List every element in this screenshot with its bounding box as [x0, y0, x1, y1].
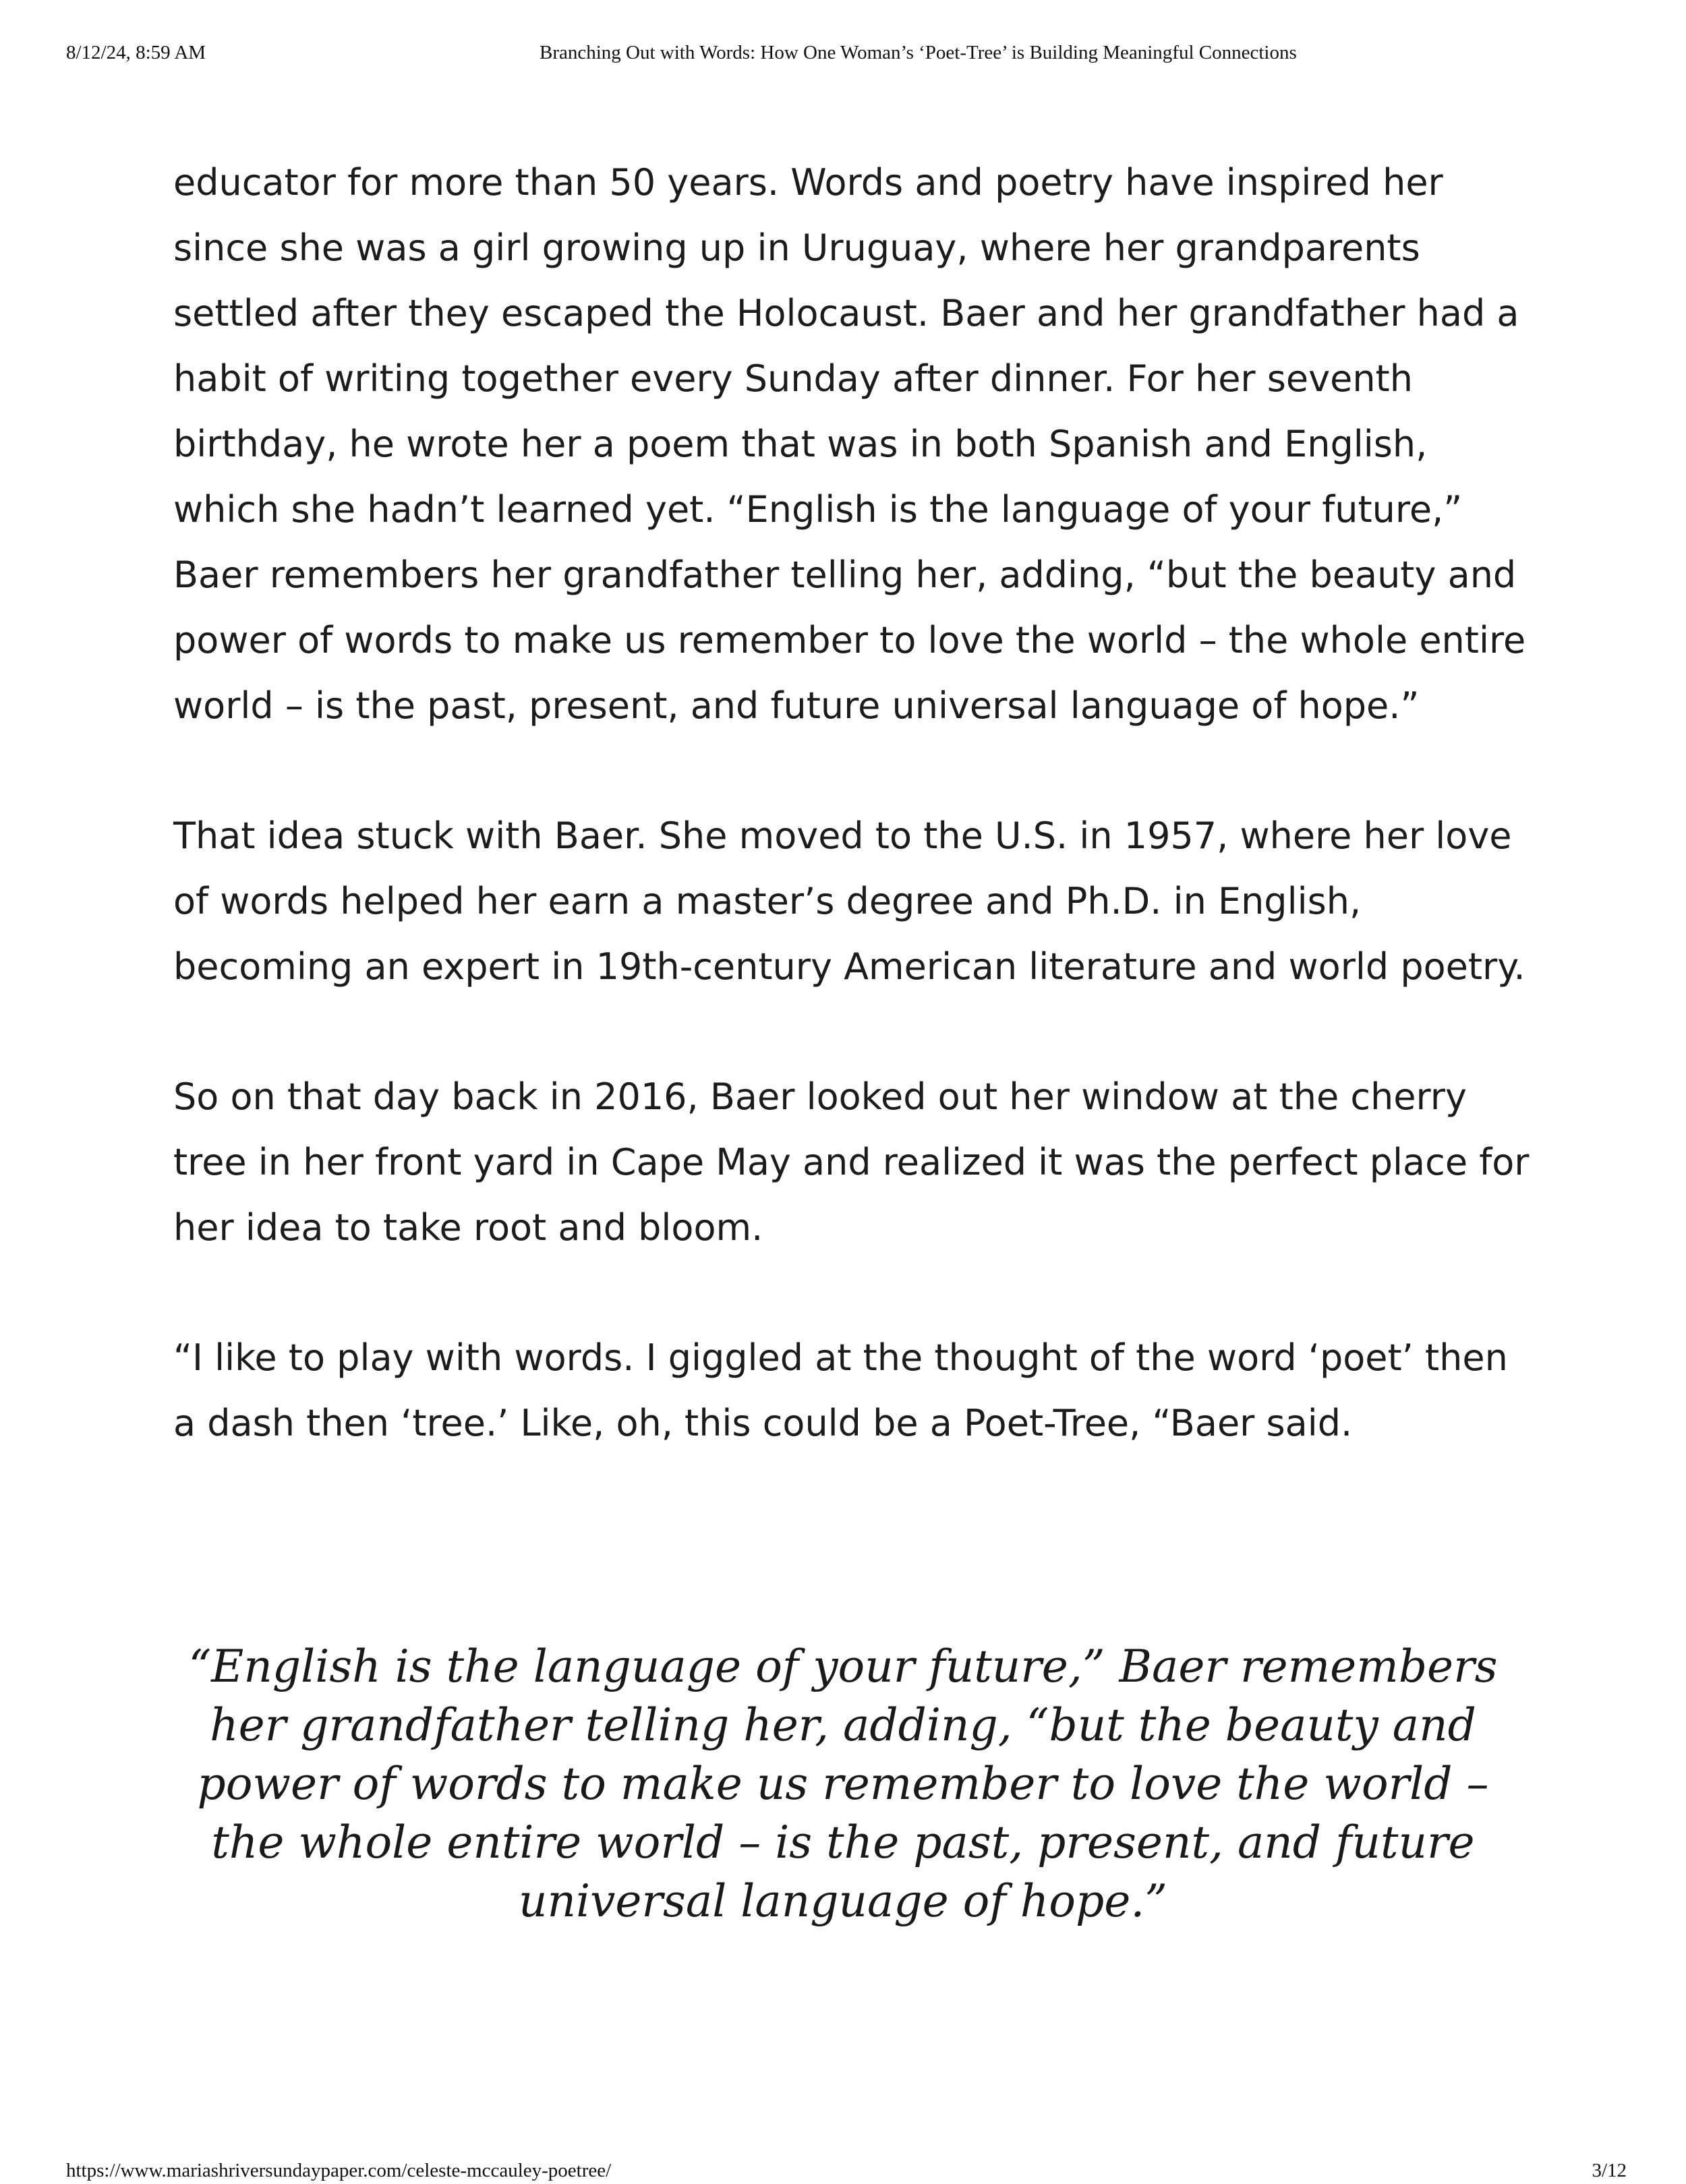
article-body	[173, 150, 1536, 1456]
document-title: Branching Out with Words: How One Woman’s ‘Poet-Tree’ is Building Meaningful Connections	[540, 42, 1297, 63]
print-footer	[0, 2160, 1686, 2184]
article-paragraph: That idea stuck with Baer. She moved to the U.S. in 1957, where her love of words helped her earn a master’s degree and Ph.D. in English, becoming an expert in 19th-century American literature and world poetry.	[173, 815, 1525, 988]
print-header	[0, 42, 1686, 69]
page-url: https://www.mariashriversundaypaper.com/celeste-mccauley-poetree/	[66, 2160, 612, 2181]
article-paragraph: “I like to play with words. I giggled at the thought of the word ‘poet’ then a dash then ‘tree.’ Like, oh, this could be a Poet-Tree, “Baer said.	[173, 1336, 1508, 1444]
print-date: 8/12/24, 8:59 AM	[66, 42, 206, 63]
pull-quote: “English is the language of your future,” Baer remembers her grandfather telling her, adding, “but the beauty and power of words to make us remember to love the world – the whole entire world – is the past, present, and future universal language of hope.”	[188, 1641, 1498, 1927]
article-paragraph: So on that day back in 2016, Baer looked out her window at the cherry tree in her front yard in Cape May and realized it was the perfect place for her idea to take root and bloom.	[173, 1075, 1530, 1249]
page-number: 3/12	[1592, 2160, 1627, 2181]
article-paragraph: educator for more than 50 years. Words and poetry have inspired her since she was a girl growing up in Uruguay, where her grandparents settled after they escaped the Holocaust. Baer and her grandfather had a habit of writing together every Sunday after dinner. For her seventh birthday, he wrote her a poem that was in both Spanish and English, which she hadn’t learned yet. “English is the language of your future,” Baer remembers her grandfather telling her, adding, “but the beauty and power of words to make us remember to love the world – the whole entire world – is the past, present, and future universal language of hope.”	[173, 161, 1526, 727]
